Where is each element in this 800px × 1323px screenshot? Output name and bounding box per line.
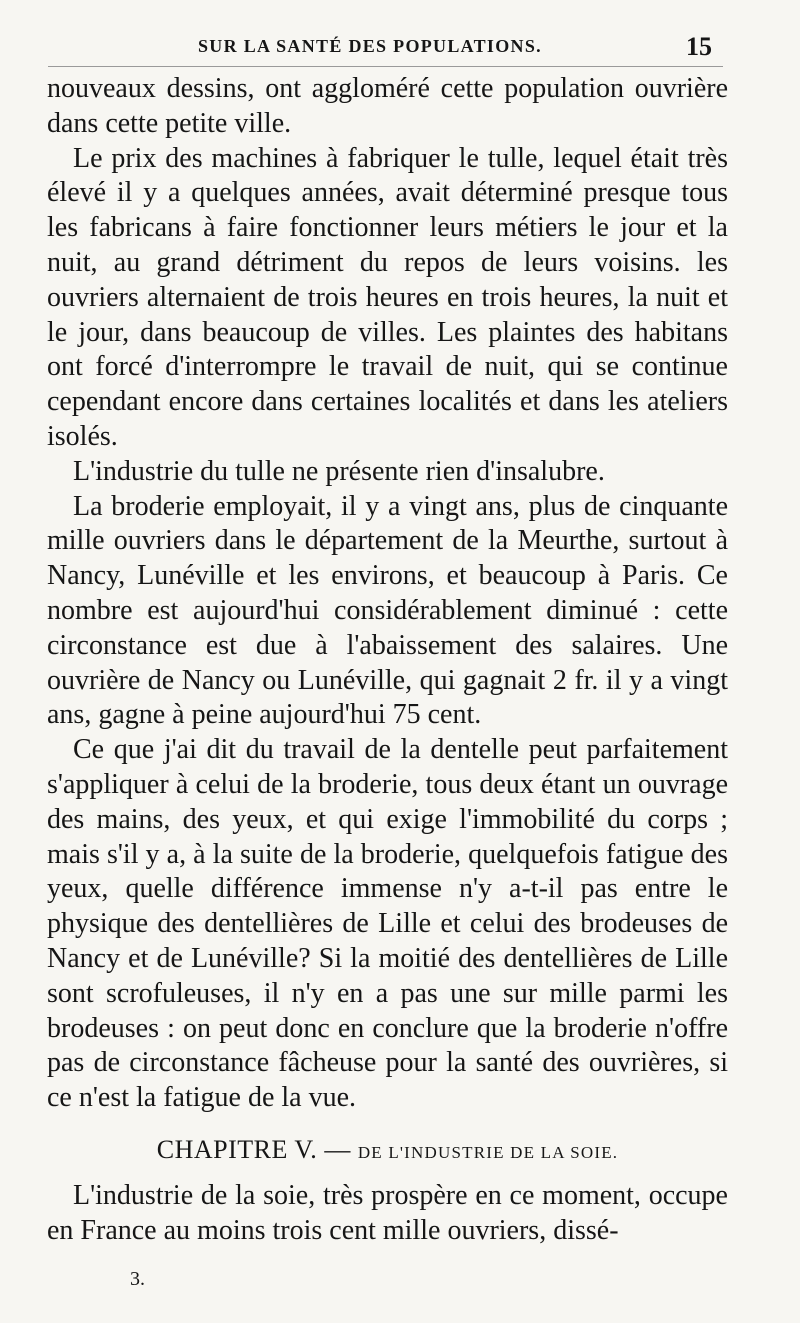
header-rule (48, 66, 723, 67)
running-title: SUR LA SANTÉ DES POPULATIONS. (198, 36, 542, 56)
paragraph-embroidery: La broderie employait, il y a vingt ans, plus de cinquante mille ouvriers dans le département de la Meurthe, surtout à Nancy, Lunéville et les environs, et beaucoup à Paris. Ce nombre est aujourd'hui considérablement diminué : cette circonstance est due à l'abaissement des salaires. Une ouvrière de Nancy ou Lunéville, qui gagnait 2 fr. il y a vingt ans, gagne à peine aujourd'hui 75 cent. (47, 490, 728, 731)
signature-mark: 3. (130, 1268, 145, 1290)
chapter-heading (47, 1132, 728, 1171)
paragraph-silk-industry: L'industrie de la soie, très prospère en ce moment, occupe en France au moins trois cent mille ouvriers, dissé- (47, 1179, 728, 1246)
paragraph-lace-comparison: Ce que j'ai dit du travail de la dentelle peut parfaitement s'appliquer à celui de la broderie, tous deux étant un ouvrage des mains, des yeux, et qui exige l'immobilité du corps ; mais s'il y a, à la suite de la broderie, quelquefois fatigue des yeux, quelle différence immense n'y a-t-il pas entre le physique des dentellières de Lille et celui des brodeuses de Nancy et de Lunéville? Si la moitié des dentellières de Lille sont scrofuleuses, il n'y en a pas une sur mille parmi les brodeuses : on peut donc en conclure que la broderie n'offre pas de circonstance fâcheuse pour la santé des ouvrières, si ce n'est la fatigue de la vue. (47, 734, 728, 1114)
page-number: 15 (686, 32, 712, 61)
paragraph-tulle-health: L'industrie du tulle ne présente rien d'insalubre. (73, 455, 605, 487)
paragraph-tulle-machines: Le prix des machines à fabriquer le tulle, lequel était très élevé il y a quelques années, avait déterminé presque tous les fabricans à faire fonctionner leurs métiers le jour et la nuit, au grand détriment du repos de leurs voisins. les ouvriers alternaient de trois heures en trois heures, la nuit et le jour, dans beaucoup de villes. Les plaintes des habitans ont forcé d'interrompre le travail de nuit, qui se continue cependant encore dans certaines localités et dans les ateliers isolés. (47, 142, 728, 452)
running-head (0, 32, 800, 66)
paragraph-continuation: nouveaux dessins, ont aggloméré cette population ouvrière dans cette petite ville. (47, 73, 728, 139)
body-text (47, 72, 728, 1249)
chapter-dash: — (324, 1134, 351, 1164)
chapter-title: DE L'INDUSTRIE DE LA SOIE. (357, 1142, 619, 1162)
chapter-label: CHAPITRE V. (156, 1134, 318, 1164)
